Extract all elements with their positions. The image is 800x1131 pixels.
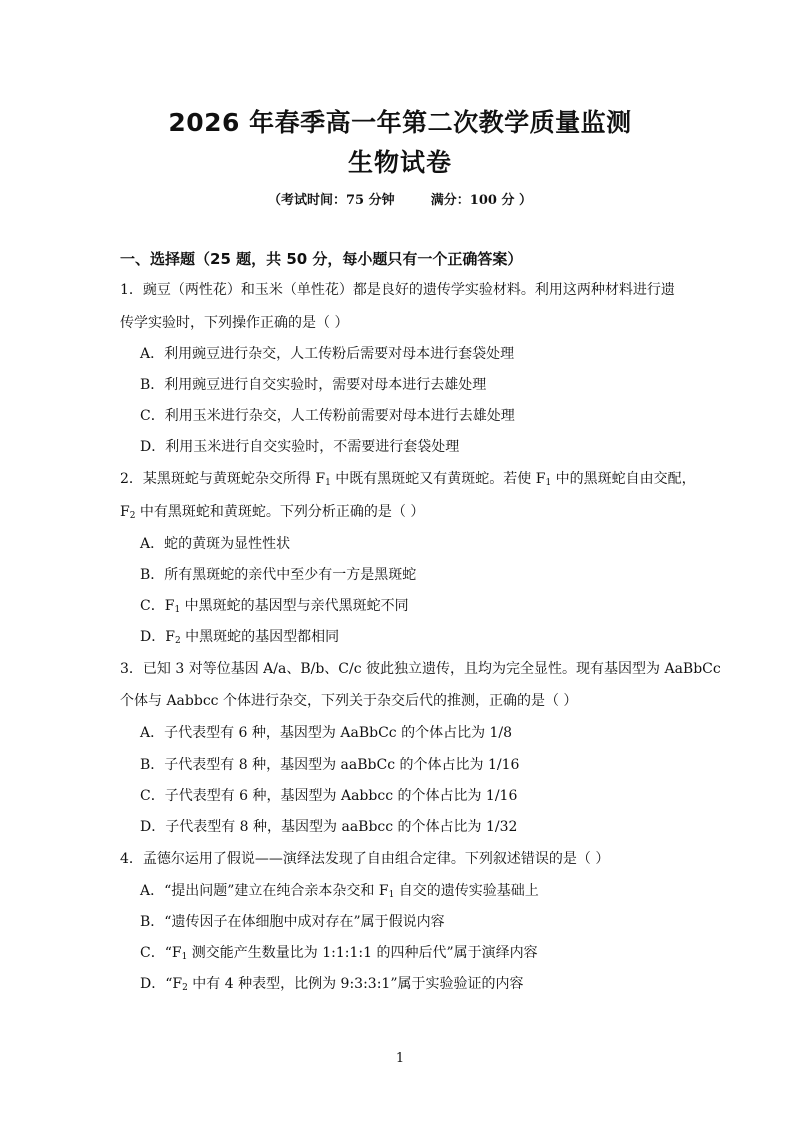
question-4-line-1: 4．孟德尔运用了假说——演绎法发现了自由组合定律。下列叙述错误的是（ ） [120, 851, 610, 867]
question-2-option-a: A．蛇的黄斑为显性性状 [140, 536, 291, 552]
question-1-option-b: B．利用豌豆进行自交实验时，需要对母本进行去雄处理 [140, 377, 487, 393]
question-1-option-a: A．利用豌豆进行杂交，人工传粉后需要对母本进行套袋处理 [140, 346, 515, 362]
subscript: 2 [182, 983, 188, 993]
section-heading: 一、选择题（25 题，共 50 分，每小题只有一个正确答案） [120, 250, 523, 268]
question-4-option-c: C．“$F_1$ 测交能产生数量比为 1:1:1:1 的四种后代”属于演绎内容 [140, 945, 538, 962]
question-1-line-1: 1．豌豆（两性花）和玉米（单性花）都是良好的遗传学实验材料。利用这两种材料进行遗 [120, 282, 675, 298]
subscript: 2 [174, 636, 181, 646]
exam-subtitle: 生物试卷 [347, 148, 452, 177]
subscript: 1 [545, 478, 552, 488]
question-1-option-c: C．利用玉米进行杂交，人工传粉前需要对母本进行去雄处理 [140, 408, 515, 424]
question-3-option-c: C．子代表型有 6 种，基因型为 Aabbcc 的个体占比为 1/16 [140, 788, 518, 804]
subscript: 1 [174, 605, 181, 615]
question-4-option-a: A．“提出问题”建立在纯合亲本杂交和 $F_1$ 自交的遗传实验基础上 [140, 883, 539, 900]
question-3-option-d: D．子代表型有 8 种，基因型为 aaBbcc 的个体占比为 1/32 [140, 819, 518, 835]
question-2-option-b: B．所有黑斑蛇的亲代中至少有一方是黑斑蛇 [140, 567, 417, 583]
question-2-option-d: D．$F_2$ 中黑斑蛇的基因型都相同 [140, 629, 340, 646]
question-4-option-b: B．“遗传因子在体细胞中成对存在”属于假说内容 [140, 914, 445, 930]
question-3-line-2: 个体与 Aabbcc 个体进行杂交，下列关于杂交后代的推测，正确的是（ ） [120, 693, 578, 709]
subscript: 1 [181, 952, 188, 962]
page-number: 1 [395, 1051, 405, 1066]
subscript: 1 [388, 890, 395, 900]
subscript: 2 [129, 511, 136, 521]
question-3-option-b: B．子代表型有 8 种，基因型为 aaBbCc 的个体占比为 1/16 [140, 757, 520, 773]
question-4-option-d: D．“$F_2$ 中有 4 种表型，比例为 9:3:3:1”属于实验验证的内容 [140, 976, 524, 993]
question-3-line-1: 3．已知 3 对等位基因 A/a、B/b、C/c 彼此独立遗传，且均为完全显性。现有基因型为 AaBbCc [120, 661, 721, 677]
subscript: 1 [325, 478, 331, 488]
question-2-line-1: 2．某黑斑蛇与黄斑蛇杂交所得 $F_1$ 中既有黑斑蛇又有黄斑蛇。若使 $F_1$ 中的黑斑蛇自由交配， [120, 471, 696, 488]
question-2-option-c: C．$F_1$ 中黑斑蛇的基因型与亲代黑斑蛇不同 [140, 598, 409, 615]
question-3-option-a: A．子代表型有 6 种，基因型为 AaBbCc 的个体占比为 1/8 [140, 725, 513, 741]
question-2-line-2: $F_2$ 中有黑斑蛇和黄斑蛇。下列分析正确的是（ ） [120, 504, 425, 521]
exam-time-and-score: （考试时间：75 分钟 满分：100 分 ） [267, 193, 532, 208]
question-1-line-2: 传学实验时，下列操作正确的是（ ） [120, 315, 349, 331]
exam-title: 2026 年春季高一年第二次教学质量监测 [168, 108, 632, 137]
question-1-option-d: D．利用玉米进行自交实验时，不需要进行套袋处理 [140, 439, 460, 455]
